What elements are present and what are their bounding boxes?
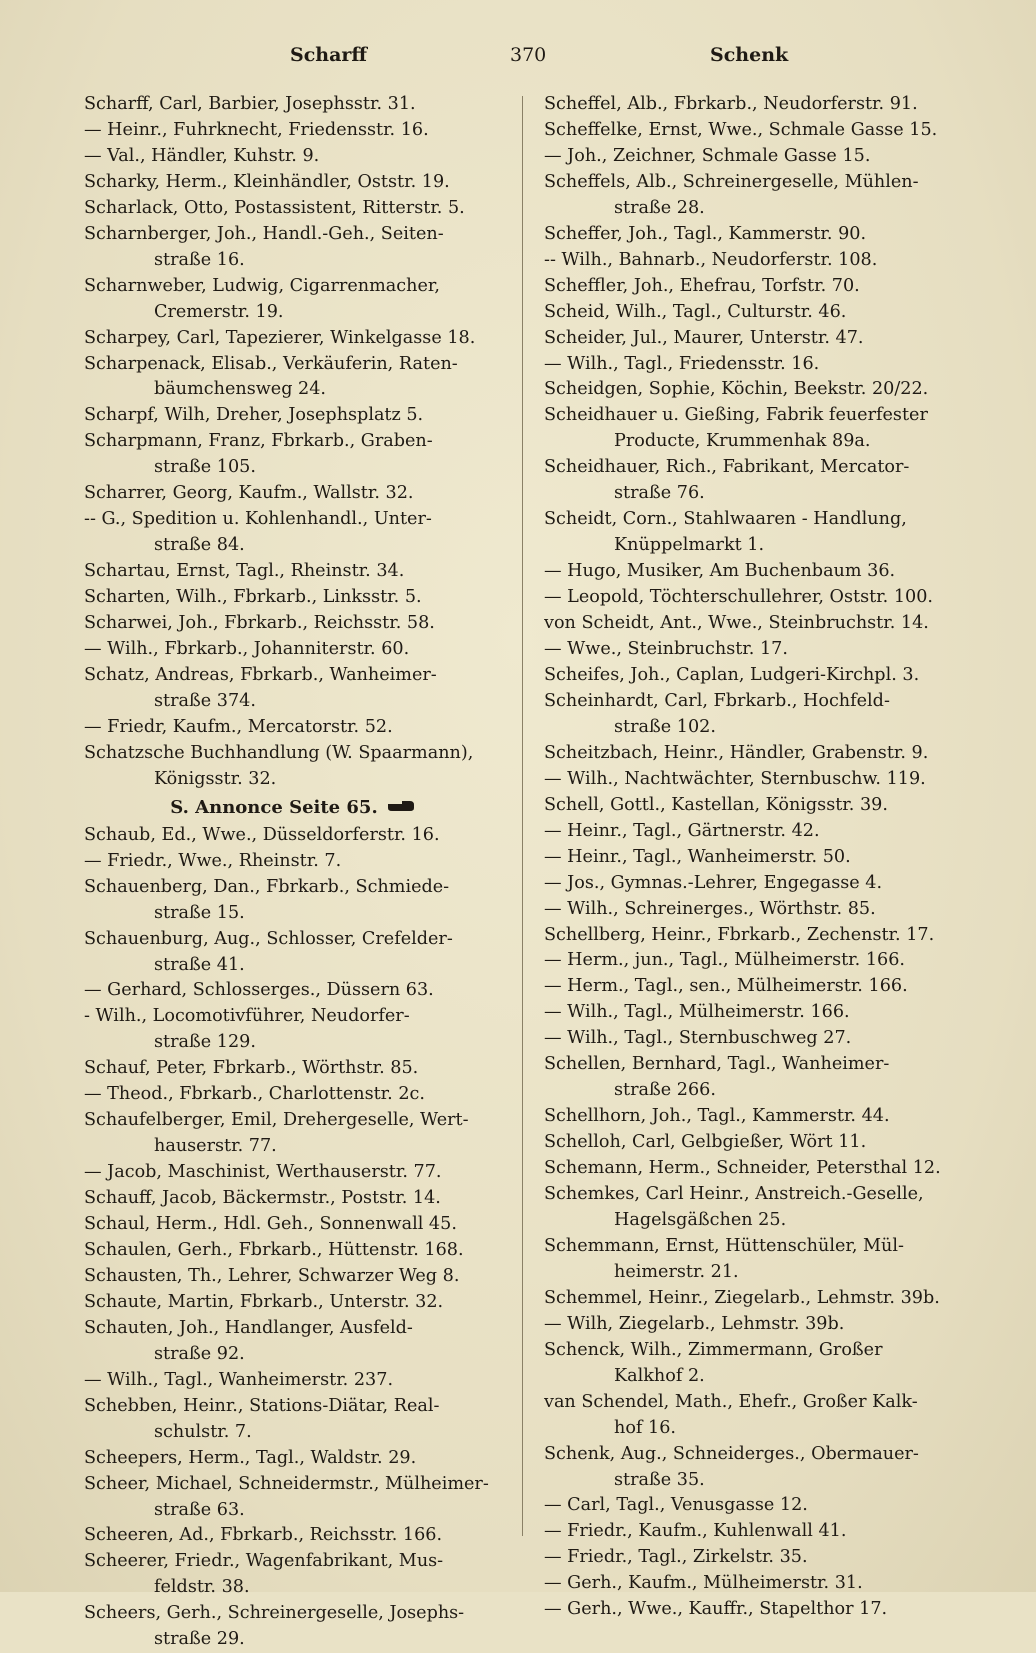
entry-line: Schauenberg, Dan., Fbrkarb., Schmiede-	[84, 876, 450, 897]
entry-line: Schellberg, Heinr., Fbrkarb., Zechenstr. 17.	[544, 924, 935, 945]
entry-line: — Wilh., Nachtwächter, Sternbuschw. 119.	[544, 768, 926, 789]
entry-line: Scheinhardt, Carl, Fbrkarb., Hochfeld-	[544, 690, 890, 711]
directory-entry	[84, 663, 502, 715]
directory-entry	[84, 1368, 502, 1394]
directory-entry	[544, 948, 962, 974]
directory-entry	[544, 1130, 962, 1156]
directory-entry	[84, 1004, 502, 1056]
directory-entry	[544, 1390, 962, 1442]
entry-continuation: Knüppelmarkt 1.	[614, 535, 765, 556]
directory-entry	[544, 1286, 962, 1312]
directory-entry	[544, 1493, 962, 1519]
entry-line: — Wilh., Tagl., Sternbuschweg 27.	[544, 1028, 852, 1049]
entry-line: Schelloh, Carl, Gelbgießer, Wört 11.	[544, 1132, 867, 1153]
entry-continuation: schulstr. 7.	[154, 1421, 252, 1442]
left-entries-continued	[84, 823, 502, 1653]
entry-line: Scheffel, Alb., Fbrkarb., Neudorferstr. 91.	[544, 94, 918, 114]
directory-entry	[544, 1312, 962, 1338]
directory-entry	[544, 170, 962, 222]
entry-line: Scharpey, Carl, Tapezierer, Winkelgasse 18.	[84, 327, 476, 348]
left-column	[84, 92, 502, 1653]
entry-line: Schell, Gottl., Kastellan, Königsstr. 39.	[544, 794, 888, 815]
directory-entry	[84, 170, 502, 196]
directory-entry	[84, 1446, 502, 1472]
left-entries	[84, 92, 502, 793]
directory-entry	[84, 326, 502, 352]
directory-entry	[84, 741, 502, 793]
entry-line: Schausten, Th., Lehrer, Schwarzer Weg 8.	[84, 1265, 460, 1286]
entry-continuation: straße 41.	[154, 954, 245, 975]
directory-entry	[544, 222, 962, 248]
entry-line: — Wwe., Steinbruchstr. 17.	[544, 639, 788, 660]
entry-line: — Gerhard, Schlosserges., Düssern 63.	[84, 980, 434, 1001]
entry-line: — Val., Händler, Kuhstr. 9.	[84, 145, 320, 166]
entry-line: Scheepers, Herm., Tagl., Waldstr. 29.	[84, 1447, 417, 1468]
entry-continuation: straße 266.	[614, 1080, 716, 1101]
directory-entry	[84, 849, 502, 875]
entry-line: Schenk, Aug., Schneiderges., Obermauer-	[544, 1443, 919, 1464]
entry-continuation: straße 29.	[154, 1629, 245, 1650]
entry-line: Scheitzbach, Heinr., Händler, Grabenstr. 9.	[544, 742, 929, 763]
directory-entry	[84, 1549, 502, 1601]
entry-line: — Jacob, Maschinist, Werthauserstr. 77.	[84, 1162, 442, 1183]
entry-line: Scheifes, Joh., Caplan, Ludgeri-Kirchpl. 3.	[544, 664, 920, 685]
directory-entry	[544, 819, 962, 845]
entry-continuation: hauserstr. 77.	[154, 1136, 277, 1157]
entry-continuation: feldstr. 38.	[154, 1577, 250, 1598]
entry-line: — Heinr., Tagl., Wanheimerstr. 50.	[544, 846, 851, 867]
entry-continuation: straße 374.	[154, 690, 256, 711]
entry-line: — Friedr., Tagl., Zirkelstr. 35.	[544, 1547, 808, 1568]
entry-line: Scheidhauer u. Gießing, Fabrik feuerfester	[544, 405, 928, 426]
directory-entry	[84, 1238, 502, 1264]
entry-line: Schauenburg, Aug., Schlosser, Crefelder-	[84, 928, 453, 949]
directory-entry	[84, 1108, 502, 1160]
entry-line: Scheffels, Alb., Schreinergeselle, Mühlen-	[544, 171, 919, 192]
directory-entry	[84, 1290, 502, 1316]
right-column	[544, 92, 962, 1623]
entry-line: Scheerer, Friedr., Wagenfabrikant, Mus-	[84, 1551, 444, 1572]
directory-entry	[84, 637, 502, 663]
directory-entry	[84, 1082, 502, 1108]
directory-entry	[544, 611, 962, 637]
entry-line: — Gerh., Wwe., Kauffr., Stapelthor 17.	[544, 1599, 888, 1620]
entry-line: Scharrer, Georg, Kaufm., Wallstr. 32.	[84, 483, 414, 504]
entry-line: — Wilh., Schreinerges., Wörthstr. 85.	[544, 898, 876, 919]
entry-line: Scheider, Jul., Maurer, Unterstr. 47.	[544, 327, 864, 348]
entry-line: Schaul, Herm., Hdl. Geh., Sonnenwall 45.	[84, 1214, 457, 1235]
directory-entry	[544, 1545, 962, 1571]
directory-entry	[544, 92, 962, 118]
entry-continuation: straße 102.	[614, 716, 716, 737]
directory-entry	[84, 715, 502, 741]
directory-entry	[544, 118, 962, 144]
annonce-note	[84, 795, 502, 821]
directory-entry	[544, 1442, 962, 1494]
page-number: 370	[510, 44, 547, 66]
entry-line: — Jos., Gymnas.-Lehrer, Engegasse 4.	[544, 872, 883, 893]
entry-continuation: Königsstr. 32.	[154, 768, 277, 789]
directory-entry	[544, 1571, 962, 1597]
directory-entry	[84, 978, 502, 1004]
annonce-text: S. Annonce Seite 65.	[170, 796, 378, 818]
directory-entry	[544, 559, 962, 585]
directory-entry	[84, 222, 502, 274]
directory-entry	[84, 481, 502, 507]
entry-line: Schemkes, Carl Heinr., Anstreich.-Geselle,	[544, 1184, 924, 1205]
entry-line: Scheid, Wilh., Tagl., Culturstr. 46.	[544, 301, 847, 322]
directory-entry	[544, 1104, 962, 1130]
entry-line: — Wilh., Fbrkarb., Johanniterstr. 60.	[84, 639, 410, 660]
entry-continuation: straße 105.	[154, 457, 256, 478]
directory-entry	[84, 559, 502, 585]
entry-line: Scheidt, Corn., Stahlwaaren - Handlung,	[544, 509, 907, 530]
entry-continuation: straße 129.	[154, 1032, 256, 1053]
directory-entry	[84, 92, 502, 118]
directory-entry	[544, 897, 962, 923]
entry-line: Scheffer, Joh., Tagl., Kammerstr. 90.	[544, 223, 867, 244]
entry-line: Schenck, Wilh., Zimmermann, Großer	[544, 1339, 883, 1360]
directory-entry	[84, 274, 502, 326]
directory-entry	[544, 144, 962, 170]
entry-line: -- Wilh., Bahnarb., Neudorferstr. 108.	[544, 249, 878, 270]
directory-entry	[84, 1212, 502, 1238]
entry-line: Scharky, Herm., Kleinhändler, Oststr. 19.	[84, 171, 450, 192]
entry-line: — Wilh., Tagl., Mülheimerstr. 166.	[544, 1002, 850, 1023]
entry-line: -- G., Spedition u. Kohlenhandl., Unter-	[84, 509, 432, 530]
header-left-word: Scharff	[290, 44, 368, 66]
entry-line: — Joh., Zeichner, Schmale Gasse 15.	[544, 145, 871, 166]
entry-continuation: straße 15.	[154, 902, 245, 923]
entry-continuation: straße 16.	[154, 249, 245, 270]
directory-entry	[84, 1264, 502, 1290]
entry-continuation: straße 63.	[154, 1499, 245, 1520]
directory-entry	[544, 871, 962, 897]
directory-entry	[544, 1597, 962, 1623]
directory-entry	[84, 823, 502, 849]
entry-line: Scharwei, Joh., Fbrkarb., Reichsstr. 58.	[84, 613, 435, 634]
entry-line: Schellen, Bernhard, Tagl., Wanheimer-	[544, 1054, 890, 1075]
directory-entry	[544, 767, 962, 793]
entry-line: — Friedr., Wwe., Rheinstr. 7.	[84, 850, 342, 871]
directory-entry	[84, 1523, 502, 1549]
entry-line: Schaufelberger, Emil, Drehergeselle, Wert-	[84, 1110, 469, 1131]
directory-entry	[544, 507, 962, 559]
directory-entry	[544, 741, 962, 767]
directory-entry	[84, 196, 502, 222]
entry-line: Scheffelke, Ernst, Wwe., Schmale Gasse 15.	[544, 119, 938, 140]
directory-entry	[84, 585, 502, 611]
directory-entry	[84, 1056, 502, 1082]
entry-line: Schellhorn, Joh., Tagl., Kammerstr. 44.	[544, 1106, 890, 1127]
directory-entry	[84, 611, 502, 637]
entry-line: — Heinr., Tagl., Gärtnerstr. 42.	[544, 820, 820, 841]
entry-line: — Gerh., Kaufm., Mülheimerstr. 31.	[544, 1573, 863, 1594]
entry-line: — Wilh., Tagl., Wanheimerstr. 237.	[84, 1369, 394, 1390]
entry-line: — Friedr, Kaufm., Mercatorstr. 52.	[84, 716, 393, 737]
entry-continuation: straße 84.	[154, 535, 245, 556]
entry-continuation: Kalkhof 2.	[614, 1365, 705, 1386]
directory-entry	[544, 352, 962, 378]
directory-entry	[84, 1472, 502, 1524]
entry-line: Scharten, Wilh., Fbrkarb., Linksstr. 5.	[84, 587, 422, 608]
entry-line: — Herm., Tagl., sen., Mülheimerstr. 166.	[544, 976, 908, 997]
directory-entry	[544, 974, 962, 1000]
header-right-word: Schenk	[710, 44, 789, 66]
directory-entry	[544, 455, 962, 507]
entry-continuation: straße 35.	[614, 1469, 705, 1490]
directory-entry	[84, 118, 502, 144]
entry-line: — Friedr., Kaufm., Kuhlenwall 41.	[544, 1521, 847, 1542]
right-entries	[544, 92, 962, 1623]
directory-entry	[544, 793, 962, 819]
directory-entry	[84, 144, 502, 170]
directory-entry	[544, 300, 962, 326]
directory-entry	[84, 1186, 502, 1212]
entry-line: Schemann, Herm., Schneider, Petersthal 12.	[544, 1158, 941, 1179]
entry-continuation: straße 92.	[154, 1343, 245, 1364]
entry-line: Schauff, Jacob, Bäckermstr., Poststr. 14.	[84, 1188, 441, 1209]
entry-line: Scharff, Carl, Barbier, Josephsstr. 31.	[84, 94, 416, 114]
column-divider	[522, 96, 523, 1536]
entry-line: - Wilh., Locomotivführer, Neudorfer-	[84, 1006, 410, 1027]
directory-entry	[84, 927, 502, 979]
pointing-hand-icon	[386, 795, 416, 821]
entry-continuation: straße 28.	[614, 197, 705, 218]
directory-entry	[544, 689, 962, 741]
entry-line: Schaute, Martin, Fbrkarb., Unterstr. 32.	[84, 1291, 444, 1312]
directory-entry	[544, 1052, 962, 1104]
directory-entry	[544, 1338, 962, 1390]
directory-entry	[544, 637, 962, 663]
entry-line: Schatz, Andreas, Fbrkarb., Wanheimer-	[84, 664, 437, 685]
directory-entry	[544, 248, 962, 274]
directory-entry	[84, 403, 502, 429]
entry-line: — Wilh., Tagl., Friedensstr. 16.	[544, 353, 820, 374]
entry-continuation: heimerstr. 21.	[614, 1261, 739, 1282]
page-header	[80, 44, 966, 74]
directory-entry	[544, 274, 962, 300]
entry-line: Schaub, Ed., Wwe., Düsseldorferstr. 16.	[84, 824, 440, 845]
entry-line: Schauten, Joh., Handlanger, Ausfeld-	[84, 1317, 413, 1338]
entry-line: Schartau, Ernst, Tagl., Rheinstr. 34.	[84, 561, 405, 582]
entry-line: Scharnberger, Joh., Handl.-Geh., Seiten-	[84, 223, 444, 244]
entry-continuation: Producte, Krummenhak 89a.	[614, 431, 871, 452]
entry-line: van Schendel, Math., Ehefr., Großer Kalk-	[544, 1391, 918, 1412]
directory-entry	[544, 403, 962, 455]
entry-line: Scheeren, Ad., Fbrkarb., Reichsstr. 166.	[84, 1525, 443, 1546]
entry-line: Scheffler, Joh., Ehefrau, Torfstr. 70.	[544, 275, 860, 296]
directory-entry	[84, 1160, 502, 1186]
entry-line: Schebben, Heinr., Stations-Diätar, Real-	[84, 1395, 440, 1416]
directory-entry	[544, 845, 962, 871]
entry-line: Scharpenack, Elisab., Verkäuferin, Raten-	[84, 353, 458, 374]
directory-entry	[84, 429, 502, 481]
entry-continuation: hof 16.	[614, 1417, 677, 1438]
directory-entry	[84, 352, 502, 404]
directory-entry	[544, 326, 962, 352]
entry-line: Scharnweber, Ludwig, Cigarrenmacher,	[84, 275, 440, 296]
entry-line: Schatzsche Buchhandlung (W. Spaarmann),	[84, 742, 474, 763]
entry-line: — Herm., jun., Tagl., Mülheimerstr. 166.	[544, 950, 906, 971]
entry-continuation: Hagelsgäßchen 25.	[614, 1209, 787, 1230]
entry-continuation: bäumchensweg 24.	[154, 379, 327, 400]
directory-entry	[544, 1519, 962, 1545]
entry-line: von Scheidt, Ant., Wwe., Steinbruchstr. 14.	[544, 613, 929, 634]
directory-entry	[544, 663, 962, 689]
entry-line: Schauf, Peter, Fbrkarb., Wörthstr. 85.	[84, 1058, 419, 1079]
entry-line: — Wilh, Ziegelarb., Lehmstr. 39b.	[544, 1313, 845, 1334]
directory-entry	[84, 1601, 502, 1653]
entry-line: Schaulen, Gerh., Fbrkarb., Hüttenstr. 168.	[84, 1239, 464, 1260]
directory-entry	[544, 1234, 962, 1286]
directory-entry	[544, 923, 962, 949]
entry-line: Scheidhauer, Rich., Fabrikant, Mercator-	[544, 457, 910, 478]
directory-entry	[544, 377, 962, 403]
directory-entry	[84, 1394, 502, 1446]
entry-line: Scheidgen, Sophie, Köchin, Beekstr. 20/22.	[544, 379, 929, 400]
entry-line: Scharpf, Wilh, Dreher, Josephsplatz 5.	[84, 405, 424, 426]
directory-entry	[544, 1182, 962, 1234]
directory-entry	[544, 1000, 962, 1026]
entry-line: Scharlack, Otto, Postassistent, Ritterstr. 5.	[84, 197, 465, 218]
directory-entry	[544, 585, 962, 611]
entry-line: Scheers, Gerh., Schreinergeselle, Josephs-	[84, 1603, 465, 1624]
entry-line: — Theod., Fbrkarb., Charlottenstr. 2c.	[84, 1084, 425, 1105]
directory-entry	[84, 1316, 502, 1368]
entry-continuation: Cremerstr. 19.	[154, 301, 284, 322]
entry-continuation: straße 76.	[614, 483, 705, 504]
entry-line: Scharpmann, Franz, Fbrkarb., Graben-	[84, 431, 433, 452]
entry-line: — Carl, Tagl., Venusgasse 12.	[544, 1495, 808, 1516]
entry-line: Schemmel, Heinr., Ziegelarb., Lehmstr. 39b.	[544, 1287, 940, 1308]
directory-entry	[84, 875, 502, 927]
entry-line: — Leopold, Töchterschullehrer, Oststr. 100.	[544, 587, 934, 608]
entry-line: Scheer, Michael, Schneidermstr., Mülheimer-	[84, 1473, 489, 1494]
entry-line: — Hugo, Musiker, Am Buchenbaum 36.	[544, 561, 896, 582]
entry-line: Schemmann, Ernst, Hüttenschüler, Mül-	[544, 1235, 904, 1256]
directory-entry	[544, 1156, 962, 1182]
directory-entry	[84, 507, 502, 559]
directory-entry	[544, 1026, 962, 1052]
entry-line: — Heinr., Fuhrknecht, Friedensstr. 16.	[84, 119, 429, 140]
